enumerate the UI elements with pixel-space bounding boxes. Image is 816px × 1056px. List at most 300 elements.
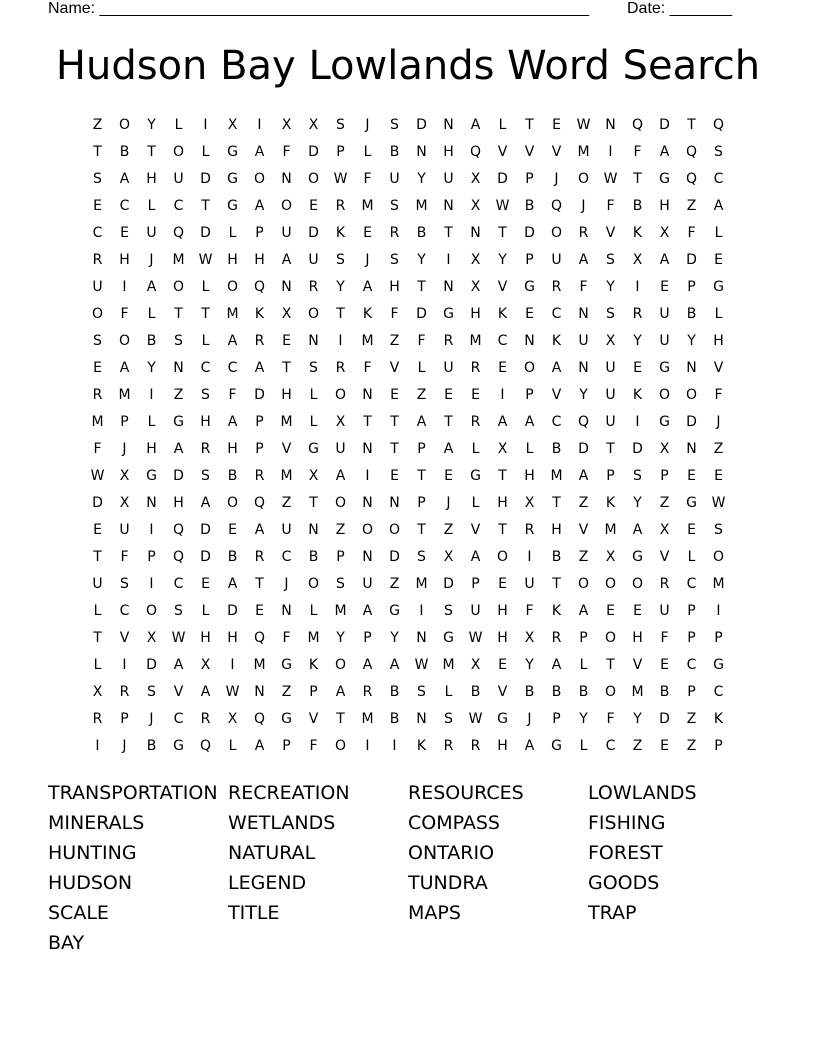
grid-letter: R	[200, 711, 211, 727]
grid-letter: F	[120, 306, 129, 322]
grid-letter: R	[632, 306, 643, 322]
grid-letter: Q	[712, 117, 725, 133]
grid-letter: F	[390, 306, 399, 322]
grid-letter: A	[227, 333, 238, 349]
grid-letter: S	[93, 333, 102, 349]
grid-letter: G	[227, 171, 238, 187]
grid-letter: I	[392, 738, 397, 754]
grid-letter: A	[362, 279, 373, 295]
grid-letter: C	[686, 657, 697, 673]
grid-letter: E	[471, 387, 480, 403]
grid-letter: E	[498, 360, 507, 376]
grid-letter: S	[309, 360, 318, 376]
grid-letter: J	[716, 414, 721, 430]
grid-letter: Z	[713, 441, 724, 457]
grid-letter: X	[443, 549, 454, 565]
grid-letter: G	[227, 198, 238, 214]
grid-letter: F	[660, 630, 669, 646]
grid-letter: O	[172, 144, 185, 160]
grid-letter: N	[281, 171, 292, 187]
grid-letter: X	[659, 441, 670, 457]
grid-letter: L	[471, 495, 480, 511]
grid-letter: P	[714, 630, 723, 646]
grid-letter: A	[254, 522, 265, 538]
grid-letter: P	[255, 225, 264, 241]
grid-letter: I	[608, 144, 613, 160]
grid-letter: S	[417, 684, 426, 700]
grid-letter: V	[173, 684, 184, 700]
grid-letter: Y	[633, 711, 642, 727]
grid-letter: T	[552, 495, 561, 511]
grid-letter: I	[257, 117, 262, 133]
grid-letter: L	[309, 414, 318, 430]
grid-letter: U	[524, 576, 535, 592]
grid-letter: N	[146, 495, 157, 511]
grid-letter: P	[606, 468, 615, 484]
grid-letter: O	[550, 225, 563, 241]
grid-letter: W	[576, 117, 591, 133]
grid-letter: S	[390, 117, 399, 133]
grid-letter: G	[146, 468, 157, 484]
grid-letter: V	[605, 225, 616, 241]
grid-letter: O	[658, 387, 671, 403]
grid-letter: I	[203, 117, 208, 133]
grid-letter: Y	[579, 711, 588, 727]
grid-letter: E	[714, 468, 723, 484]
grid-letter: U	[308, 252, 319, 268]
grid-letter: Q	[469, 144, 482, 160]
grid-letter: F	[525, 603, 534, 619]
word-list-item: SCALE	[48, 902, 109, 924]
grid-letter: Y	[336, 630, 345, 646]
grid-letter: I	[527, 549, 532, 565]
grid-letter: J	[149, 252, 154, 268]
grid-letter: Q	[550, 198, 563, 214]
grid-letter: N	[389, 495, 400, 511]
grid-letter: D	[254, 387, 265, 403]
grid-letter: Q	[172, 549, 185, 565]
grid-letter: Y	[498, 252, 507, 268]
grid-letter: U	[605, 360, 616, 376]
grid-letter: C	[227, 360, 238, 376]
grid-letter: F	[363, 360, 372, 376]
grid-letter: D	[200, 549, 211, 565]
grid-letter: A	[362, 603, 373, 619]
grid-letter: Y	[687, 333, 696, 349]
grid-letter: T	[552, 576, 561, 592]
grid-letter: N	[362, 441, 373, 457]
grid-letter: P	[687, 603, 696, 619]
grid-letter: E	[255, 603, 264, 619]
grid-letter: W	[468, 630, 483, 646]
grid-letter: P	[525, 171, 534, 187]
grid-letter: Z	[389, 576, 400, 592]
grid-letter: Z	[173, 387, 184, 403]
grid-letter: C	[92, 225, 103, 241]
grid-letter: Z	[686, 198, 697, 214]
grid-letter: M	[550, 468, 563, 484]
grid-letter: V	[551, 144, 562, 160]
grid-letter: H	[254, 252, 265, 268]
grid-letter: H	[146, 441, 157, 457]
grid-letter: R	[335, 198, 346, 214]
grid-letter: J	[365, 252, 370, 268]
grid-letter: O	[118, 117, 131, 133]
grid-letter: H	[497, 495, 508, 511]
grid-letter: N	[443, 198, 454, 214]
grid-letter: K	[551, 333, 562, 349]
grid-letter: W	[711, 495, 726, 511]
grid-letter: T	[309, 495, 318, 511]
grid-letter: A	[578, 252, 589, 268]
grid-letter: N	[173, 360, 184, 376]
grid-letter: U	[92, 576, 103, 592]
grid-letter: O	[307, 306, 320, 322]
grid-letter: L	[201, 333, 210, 349]
grid-letter: B	[416, 225, 427, 241]
grid-letter: K	[632, 387, 643, 403]
grid-letter: F	[687, 225, 696, 241]
grid-letter: Z	[578, 495, 589, 511]
grid-letter: T	[444, 414, 453, 430]
grid-letter: M	[442, 657, 455, 673]
grid-letter: E	[633, 360, 642, 376]
grid-letter: G	[173, 414, 184, 430]
grid-letter: P	[309, 684, 318, 700]
grid-letter: P	[687, 630, 696, 646]
grid-letter: P	[687, 684, 696, 700]
grid-letter: O	[577, 171, 590, 187]
grid-letter: S	[120, 576, 129, 592]
grid-letter: Z	[686, 711, 697, 727]
grid-letter: D	[416, 117, 427, 133]
grid-letter: M	[631, 684, 644, 700]
grid-letter: T	[93, 630, 102, 646]
word-list-item: MAPS	[408, 902, 461, 924]
grid-letter: K	[632, 225, 643, 241]
grid-letter: A	[119, 360, 130, 376]
grid-letter: L	[93, 657, 102, 673]
grid-letter: X	[119, 468, 130, 484]
grid-letter: A	[632, 522, 643, 538]
grid-letter: E	[444, 468, 453, 484]
grid-letter: M	[280, 414, 293, 430]
grid-letter: I	[149, 387, 154, 403]
grid-letter: H	[173, 495, 184, 511]
grid-letter: H	[497, 738, 508, 754]
grid-letter: P	[363, 630, 372, 646]
grid-letter: L	[363, 144, 372, 160]
grid-letter: A	[119, 171, 130, 187]
grid-letter: H	[227, 630, 238, 646]
grid-letter: X	[281, 306, 292, 322]
grid-letter: X	[227, 117, 238, 133]
grid-letter: G	[443, 306, 454, 322]
grid-letter: H	[281, 387, 292, 403]
grid-letter: U	[659, 306, 670, 322]
grid-letter: D	[497, 171, 508, 187]
grid-letter: K	[308, 657, 319, 673]
grid-letter: R	[578, 225, 589, 241]
grid-letter: A	[578, 603, 589, 619]
grid-letter: O	[334, 387, 347, 403]
grid-letter: B	[389, 144, 400, 160]
grid-letter: N	[443, 117, 454, 133]
grid-letter: A	[254, 360, 265, 376]
grid-letter: Q	[685, 171, 698, 187]
grid-letter: Z	[281, 684, 292, 700]
grid-letter: N	[605, 117, 616, 133]
grid-letter: C	[686, 576, 697, 592]
grid-letter: R	[92, 711, 103, 727]
grid-letter: H	[632, 630, 643, 646]
grid-letter: Z	[416, 387, 427, 403]
grid-letter: V	[119, 630, 130, 646]
grid-letter: X	[470, 198, 481, 214]
grid-letter: C	[551, 306, 562, 322]
grid-letter: S	[714, 144, 723, 160]
grid-letter: B	[551, 549, 562, 565]
grid-letter: B	[227, 549, 238, 565]
grid-letter: C	[713, 684, 724, 700]
grid-letter: B	[524, 198, 535, 214]
grid-letter: D	[200, 171, 211, 187]
grid-letter: D	[308, 225, 319, 241]
grid-letter: E	[714, 252, 723, 268]
grid-letter: X	[470, 252, 481, 268]
grid-letter: L	[309, 387, 318, 403]
grid-letter: E	[687, 522, 696, 538]
grid-letter: X	[497, 441, 508, 457]
grid-letter: W	[225, 684, 240, 700]
word-list-item: HUNTING	[48, 842, 137, 864]
grid-letter: T	[147, 144, 156, 160]
grid-letter: F	[282, 630, 291, 646]
grid-letter: A	[335, 684, 346, 700]
grid-letter: O	[604, 630, 617, 646]
grid-letter: N	[470, 225, 481, 241]
grid-letter: S	[606, 306, 615, 322]
grid-letter: Y	[417, 252, 426, 268]
grid-letter: M	[253, 657, 266, 673]
grid-letter: R	[92, 252, 103, 268]
grid-letter: D	[659, 711, 670, 727]
grid-letter: H	[713, 333, 724, 349]
grid-letter: X	[632, 252, 643, 268]
grid-letter: U	[281, 225, 292, 241]
grid-letter: A	[173, 657, 184, 673]
grid-letter: A	[254, 738, 265, 754]
grid-letter: I	[122, 279, 127, 295]
grid-letter: T	[336, 711, 345, 727]
grid-letter: C	[497, 333, 508, 349]
grid-letter: F	[633, 144, 642, 160]
grid-letter: B	[686, 306, 697, 322]
grid-letter: A	[713, 198, 724, 214]
grid-letter: T	[93, 549, 102, 565]
grid-letter: A	[497, 414, 508, 430]
grid-letter: N	[281, 603, 292, 619]
grid-letter: U	[659, 333, 670, 349]
grid-letter: E	[363, 225, 372, 241]
grid-letter: J	[284, 576, 289, 592]
grid-letter: V	[497, 684, 508, 700]
grid-letter: P	[417, 441, 426, 457]
grid-letter: D	[200, 522, 211, 538]
grid-letter: A	[146, 279, 157, 295]
grid-letter: S	[174, 603, 183, 619]
grid-letter: A	[470, 117, 481, 133]
grid-letter: X	[308, 117, 319, 133]
grid-letter: E	[282, 333, 291, 349]
grid-letter: E	[498, 657, 507, 673]
grid-letter: S	[390, 252, 399, 268]
grid-letter: B	[632, 198, 643, 214]
grid-letter: O	[577, 576, 590, 592]
grid-letter: U	[362, 576, 373, 592]
grid-letter: T	[444, 225, 453, 241]
grid-letter: L	[93, 603, 102, 619]
grid-letter: D	[686, 252, 697, 268]
grid-letter: V	[497, 279, 508, 295]
grid-letter: V	[389, 360, 400, 376]
word-list-item: TRANSPORTATION	[48, 782, 218, 804]
grid-letter: S	[147, 684, 156, 700]
grid-letter: C	[173, 198, 184, 214]
grid-letter: J	[581, 198, 586, 214]
word-list-item: TUNDRA	[408, 872, 488, 894]
grid-letter: N	[362, 495, 373, 511]
grid-letter: N	[686, 360, 697, 376]
grid-letter: O	[712, 549, 725, 565]
grid-letter: J	[122, 738, 127, 754]
grid-letter: H	[200, 414, 211, 430]
grid-letter: S	[201, 387, 210, 403]
grid-letter: U	[173, 171, 184, 187]
grid-letter: B	[146, 333, 157, 349]
grid-letter: R	[443, 333, 454, 349]
grid-letter: U	[92, 279, 103, 295]
grid-letter: W	[90, 468, 105, 484]
grid-letter: Q	[253, 279, 266, 295]
grid-letter: I	[122, 657, 127, 673]
grid-letter: X	[92, 684, 103, 700]
grid-letter: A	[254, 144, 265, 160]
grid-letter: Y	[633, 495, 642, 511]
grid-letter: H	[443, 144, 454, 160]
grid-letter: N	[362, 549, 373, 565]
grid-letter: Q	[631, 117, 644, 133]
grid-letter: Q	[199, 738, 212, 754]
name-field-label: Name: _______________________________________________________	[48, 0, 589, 17]
grid-letter: Q	[685, 144, 698, 160]
grid-letter: U	[119, 522, 130, 538]
grid-letter: A	[524, 738, 535, 754]
grid-letter: B	[308, 549, 319, 565]
grid-letter: Q	[172, 225, 185, 241]
grid-letter: V	[551, 387, 562, 403]
grid-letter: S	[390, 198, 399, 214]
grid-letter: Z	[92, 117, 103, 133]
grid-letter: G	[470, 468, 481, 484]
grid-letter: P	[525, 252, 534, 268]
word-list-item: ONTARIO	[408, 842, 495, 864]
grid-letter: W	[414, 657, 429, 673]
grid-letter: B	[119, 144, 130, 160]
grid-letter: A	[659, 252, 670, 268]
grid-letter: I	[95, 738, 100, 754]
grid-letter: T	[687, 117, 696, 133]
grid-letter: H	[659, 198, 670, 214]
grid-letter: E	[390, 387, 399, 403]
grid-letter: M	[118, 387, 131, 403]
grid-letter: Q	[253, 711, 266, 727]
word-list-item: RESOURCES	[408, 782, 524, 804]
grid-letter: G	[713, 279, 724, 295]
grid-letter: M	[280, 468, 293, 484]
grid-letter: D	[92, 495, 103, 511]
grid-letter: F	[363, 171, 372, 187]
grid-letter: Y	[147, 117, 156, 133]
grid-letter: M	[415, 576, 428, 592]
grid-letter: P	[120, 414, 129, 430]
grid-letter: T	[255, 576, 264, 592]
grid-letter: B	[578, 684, 589, 700]
grid-letter: R	[254, 333, 265, 349]
grid-letter: Y	[147, 360, 156, 376]
grid-letter: L	[147, 306, 156, 322]
grid-letter: O	[523, 360, 536, 376]
grid-letter: T	[606, 657, 615, 673]
grid-letter: N	[578, 306, 589, 322]
grid-letter: G	[686, 495, 697, 511]
grid-letter: W	[333, 171, 348, 187]
grid-letter: E	[687, 468, 696, 484]
grid-letter: Z	[335, 522, 346, 538]
grid-letter: J	[554, 171, 559, 187]
grid-letter: D	[686, 414, 697, 430]
grid-letter: S	[417, 549, 426, 565]
grid-letter: Z	[686, 738, 697, 754]
grid-letter: Z	[281, 495, 292, 511]
grid-letter: P	[552, 711, 561, 727]
grid-letter: F	[417, 333, 426, 349]
grid-letter: A	[389, 657, 400, 673]
grid-letter: G	[524, 279, 535, 295]
grid-letter: A	[335, 468, 346, 484]
grid-letter: E	[93, 198, 102, 214]
grid-letter: B	[389, 711, 400, 727]
grid-letter: L	[444, 684, 453, 700]
grid-letter: H	[227, 441, 238, 457]
word-list-item: RECREATION	[228, 782, 350, 804]
grid-letter: C	[200, 360, 211, 376]
grid-letter: E	[660, 738, 669, 754]
grid-letter: N	[686, 441, 697, 457]
grid-letter: R	[254, 549, 265, 565]
grid-letter: T	[498, 522, 507, 538]
grid-letter: O	[604, 576, 617, 592]
grid-letter: H	[200, 630, 211, 646]
grid-letter: L	[228, 738, 237, 754]
grid-letter: X	[470, 657, 481, 673]
grid-letter: S	[201, 468, 210, 484]
grid-letter: I	[500, 387, 505, 403]
grid-letter: V	[497, 144, 508, 160]
grid-letter: R	[119, 684, 130, 700]
grid-letter: I	[716, 603, 721, 619]
grid-letter: B	[146, 738, 157, 754]
